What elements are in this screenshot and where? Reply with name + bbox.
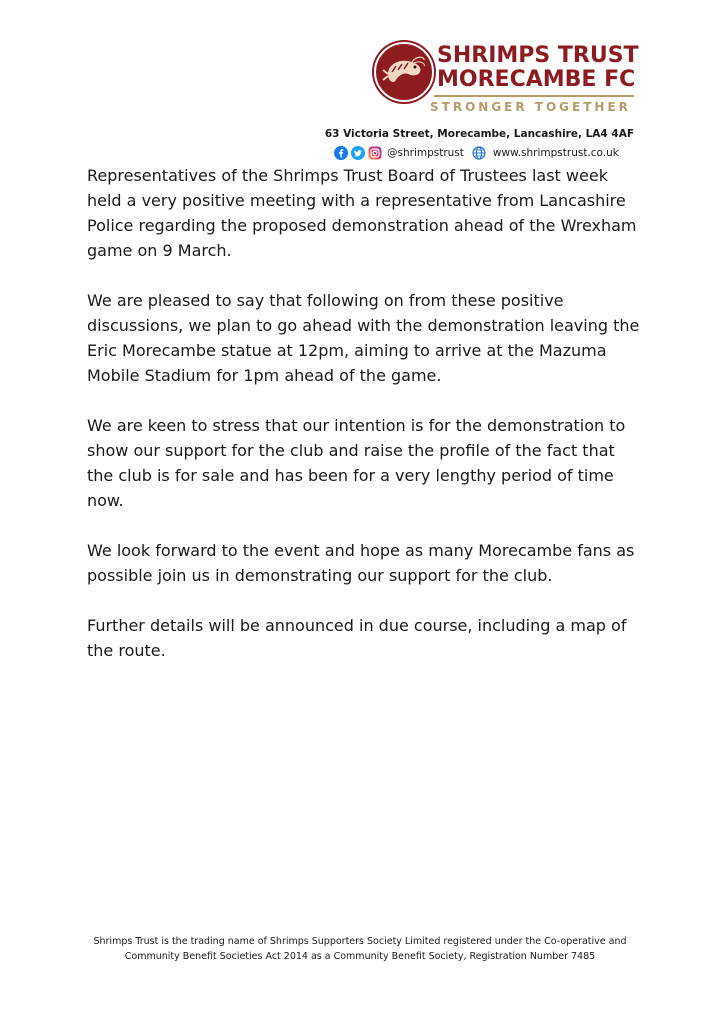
twitter-icon[interactable] <box>351 146 365 160</box>
footer-line: Community Benefit Societies Act 2014 as a Community Benefit Society, Registration Number 7485 <box>124 951 596 962</box>
legal-footer <box>60 934 660 964</box>
footer-line: Shrimps Trust is the trading name of Shrimps Supporters Society Limited registered under the Co-operative and <box>93 936 627 947</box>
paragraph: Further details will be announced in due course, including a map of the route. <box>87 616 627 660</box>
paragraph: Representatives of the Shrimps Trust Board of Trustees last week held a very positive meeting with a representative from Lancashire Police regarding the proposed demonstration ahead of the Wrexham game on 9 March. <box>87 166 637 260</box>
paragraph: We are pleased to say that following on from these positive discussions, we plan to go ahead with the demonstration leaving the Eric Morecambe statue at 12pm, aiming to arrive at the Mazuma Mobile Stadium for 1pm ahead of the game. <box>87 291 640 385</box>
shrimp-icon <box>374 42 434 102</box>
logo-title-line2: MORECAMBE FC <box>437 67 636 92</box>
trust-logo <box>374 40 644 120</box>
address: 63 Victoria Street, Morecambe, Lancashire, LA4 4AF <box>324 128 634 140</box>
statement-body <box>87 163 642 688</box>
website-link[interactable]: www.shrimpstrust.co.uk <box>492 147 619 159</box>
logo-tagline: STRONGER TOGETHER <box>430 100 631 114</box>
logo-divider <box>434 95 634 97</box>
paragraph: We are keen to stress that our intention is for the demonstration to show our support for the club and raise the profile of the fact that the club is for sale and has been for a very lengthy period of time now. <box>87 416 626 510</box>
social-handle[interactable]: @shrimpstrust <box>387 147 464 159</box>
facebook-icon[interactable] <box>334 146 348 160</box>
logo-title-line1: SHRIMPS TRUST <box>437 43 639 68</box>
social-links <box>334 145 619 161</box>
paragraph: We look forward to the event and hope as many Morecambe fans as possible join us in demonstrating our support for the club. <box>87 541 635 585</box>
instagram-icon[interactable] <box>368 146 382 160</box>
globe-icon <box>472 146 486 160</box>
